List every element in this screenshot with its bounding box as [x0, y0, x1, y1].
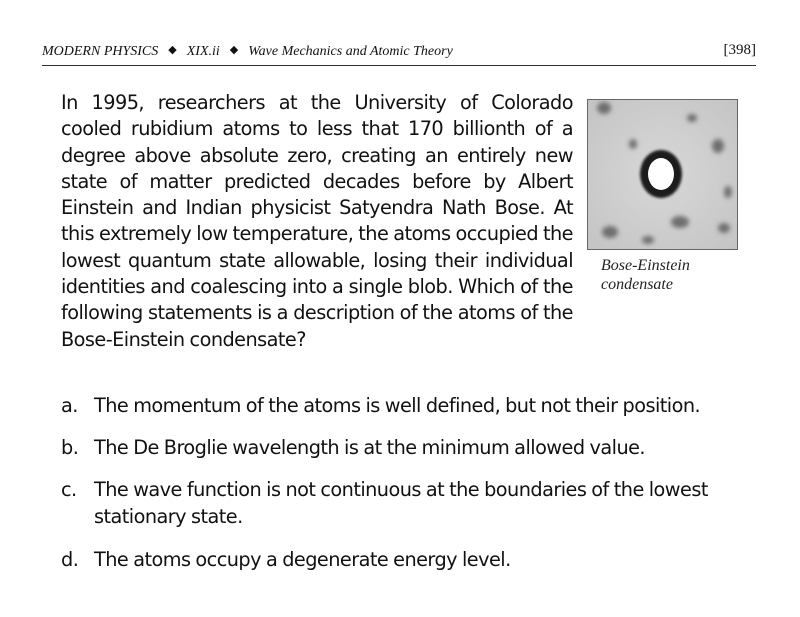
option-letter: d.	[61, 548, 79, 571]
option-text: The De Broglie wavelength is at the minimum allowed value.	[94, 436, 646, 459]
figure-caption	[601, 256, 690, 294]
option-text: The momentum of the atoms is well defined, but not their position.	[94, 394, 701, 417]
chapter-title: Wave Mechanics and Atomic Theory	[248, 44, 453, 59]
option-text: The atoms occupy a degenerate energy level.	[94, 548, 511, 571]
option-letter: b.	[61, 436, 79, 459]
header-rule	[42, 65, 756, 66]
condensate-image	[588, 100, 737, 249]
option-d[interactable]	[61, 546, 761, 573]
caption-line: condensate	[601, 276, 673, 293]
header-left	[42, 44, 453, 60]
option-letter: a.	[61, 394, 78, 417]
running-header	[42, 41, 756, 63]
question-stem: In 1995, researchers at the University of Colorado cooled rubidium atoms to less that 170 billionth of a degree above absolute zero, creating an entirely new state of matter predicted decades before by Albert Einstein and Indian physicist Satyendra Nath Bose. At this extremely low temperature, the atoms occupied the lowest quantum state allowable, losing their individual identities and coalescing into a single blob. Which of the following statements is a description of the atoms of the Bose-Einstein condensate?	[61, 91, 573, 351]
option-b[interactable]	[61, 434, 761, 461]
option-c[interactable]	[61, 476, 761, 530]
bullet-separator: ◆	[168, 44, 177, 56]
option-a[interactable]	[61, 392, 761, 419]
option-text: The wave function is not continuous at the boundaries of the lowest stationary state.	[94, 478, 708, 528]
book-title: MODERN PHYSICS	[42, 44, 159, 59]
condensate-figure	[587, 99, 738, 250]
option-letter: c.	[61, 478, 77, 501]
bullet-separator: ◆	[229, 44, 239, 56]
caption-line: Bose-Einstein	[601, 257, 690, 274]
section-number: XIX.ii	[186, 44, 220, 59]
page-number: [398]	[723, 42, 756, 58]
